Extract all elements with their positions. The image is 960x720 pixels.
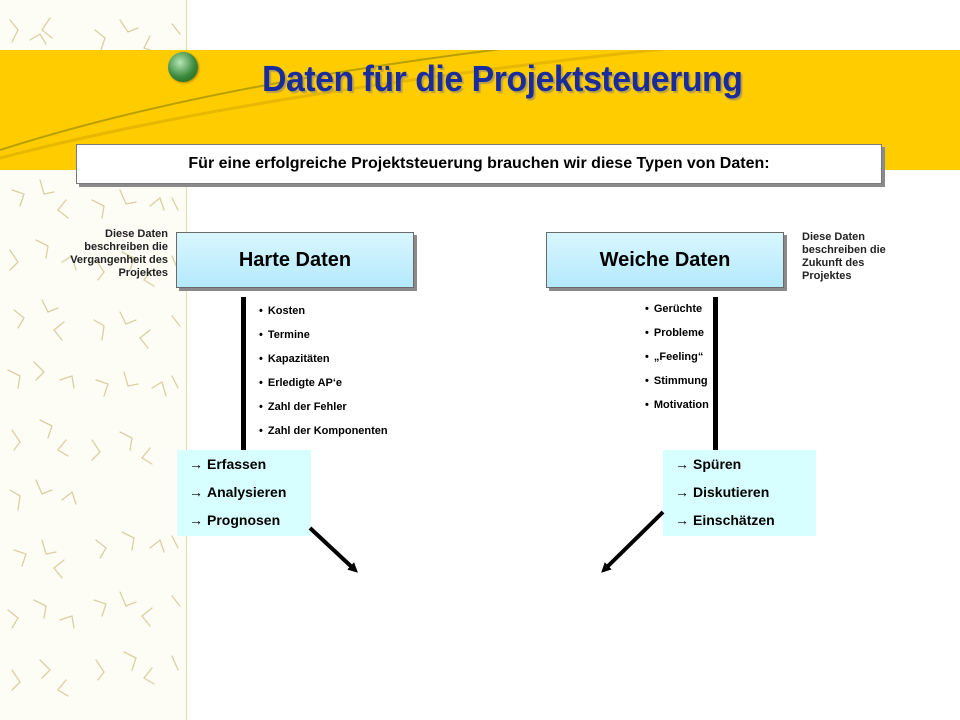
right-arrow-icon: → bbox=[189, 456, 203, 472]
right-arrow-icon: → bbox=[675, 512, 689, 528]
list-item: • Termine bbox=[259, 328, 388, 352]
right-connector-line bbox=[713, 297, 718, 457]
action-item: → Prognosen bbox=[189, 512, 281, 528]
list-item: • Kapazitäten bbox=[259, 352, 388, 376]
left-side-note: Diese Daten beschreiben die Vergangenheit des Projektes bbox=[70, 228, 168, 279]
list-item: • Gerüchte bbox=[645, 302, 709, 326]
list-item: • Erledigte AP‘e bbox=[259, 376, 388, 400]
page-title: Daten für die Projektsteuerung bbox=[262, 58, 743, 99]
weiche-daten-header bbox=[546, 232, 784, 288]
right-arrow-icon: → bbox=[675, 484, 689, 500]
list-item: • Motivation bbox=[645, 398, 709, 422]
left-connector-line bbox=[241, 297, 246, 457]
harte-daten-list bbox=[259, 304, 388, 448]
list-item: • „Feeling“ bbox=[645, 350, 709, 374]
action-item: → Spüren bbox=[675, 456, 742, 472]
action-item: → Einschätzen bbox=[675, 512, 775, 528]
right-arrow-icon: → bbox=[189, 484, 203, 500]
action-item: → Diskutieren bbox=[675, 484, 770, 500]
subtitle-box bbox=[76, 144, 882, 184]
list-item: • Kosten bbox=[259, 304, 388, 328]
right-arrow-icon: → bbox=[189, 512, 203, 528]
right-down-arrow bbox=[604, 512, 663, 570]
green-sphere-logo bbox=[168, 52, 198, 82]
subtitle-text: Für eine erfolgreiche Projektsteuerung brauchen wir diese Typen von Daten: bbox=[188, 155, 770, 172]
list-item: • Zahl der Fehler bbox=[259, 400, 388, 424]
list-item: • Stimmung bbox=[645, 374, 709, 398]
list-item: • Zahl der Komponenten bbox=[259, 424, 388, 448]
harte-daten-header bbox=[176, 232, 414, 288]
left-down-arrow bbox=[310, 528, 355, 570]
weiche-daten-list bbox=[645, 302, 709, 422]
right-side-note: Diese Daten beschreiben die Zukunft des Projektes bbox=[802, 231, 886, 282]
action-item: → Erfassen bbox=[189, 456, 267, 472]
weiche-daten-actions bbox=[663, 450, 816, 536]
weiche-daten-label: Weiche Daten bbox=[599, 248, 731, 271]
list-item: • Probleme bbox=[645, 326, 709, 350]
action-item: → Analysieren bbox=[189, 484, 287, 500]
right-arrow-icon: → bbox=[675, 456, 689, 472]
harte-daten-label: Harte Daten bbox=[238, 248, 352, 271]
harte-daten-actions bbox=[177, 450, 311, 536]
